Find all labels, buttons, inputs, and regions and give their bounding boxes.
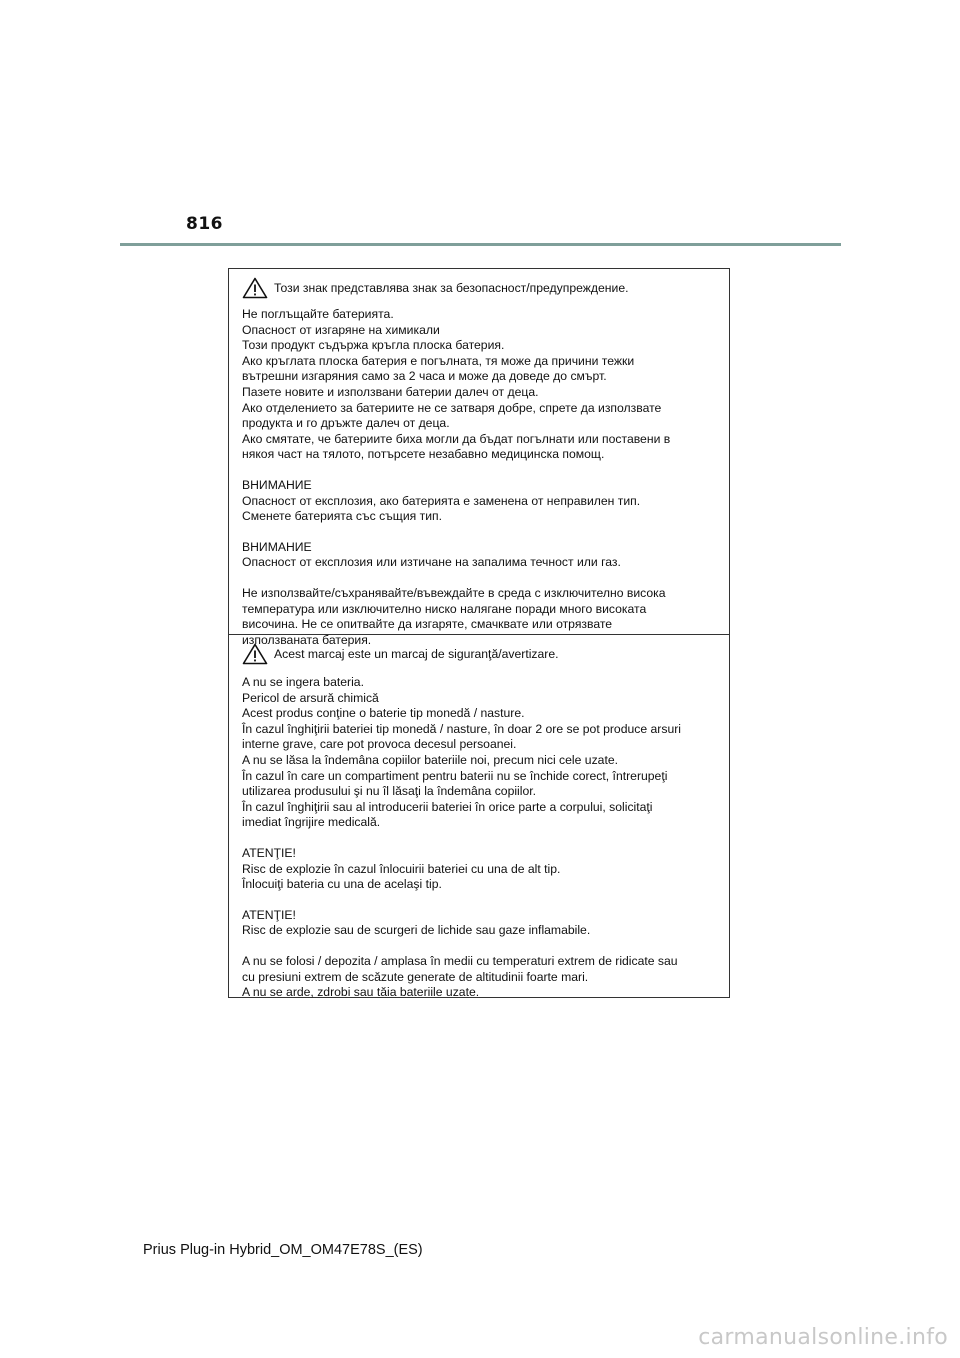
paragraph-gap <box>242 525 719 540</box>
paragraph-gap <box>242 939 719 954</box>
warning-text-line: ATENŢIE! <box>242 845 296 860</box>
romanian-warning-text <box>242 675 719 1001</box>
warning-text-line: Опасност от експлозия, ако батерията е заменена от неправилен тип. <box>242 493 641 508</box>
page-number: 816 <box>186 214 223 234</box>
warning-text-line: височина. Не се опитвайте да изгаряте, смачквате или отрязвате <box>242 617 613 632</box>
warning-text-line: продукта и го дръжте далеч от деца. <box>242 416 450 431</box>
romanian-warning-panel <box>229 634 729 1000</box>
warning-text-line: cu presiuni extrem de scăzute generate de altitudinii foarte mari. <box>242 969 589 984</box>
warning-text-line: ATENŢIE! <box>242 907 296 922</box>
warning-triangle-icon <box>242 277 268 299</box>
footer-document-id: Prius Plug-in Hybrid_OM_OM47E78S_(ES) <box>143 1242 423 1258</box>
warning-text-line: A nu se folosi / depozita / amplasa în medii cu temperaturi extrem de ridicate sau <box>242 953 678 968</box>
warning-text-line: Ако смятате, че батериите биха могли да бъдат погълнати или поставени в <box>242 431 671 446</box>
romanian-heading-text: Acest marcaj este un marcaj de siguranţă/avertizare. <box>274 647 559 661</box>
warning-text-line: Опасност от експлозия или изтичане на запалима течност или газ. <box>242 555 621 570</box>
warning-text-line: Ако кръглата плоска батерия е погълната, тя може да причини тежки <box>242 353 635 368</box>
header-rule <box>120 243 841 246</box>
paragraph-gap <box>242 831 719 846</box>
warning-text-line: Този продукт съдържа кръгла плоска батерия. <box>242 338 505 353</box>
battery-warning-label <box>228 268 730 998</box>
warning-text-line: interne grave, care pot provoca decesul persoanei. <box>242 737 517 752</box>
bulgarian-warning-panel <box>229 269 729 647</box>
paragraph-gap <box>242 571 719 586</box>
watermark: carmanualsonline.info <box>698 1325 948 1350</box>
warning-text-line: температура или изключително ниско налягане поради много високата <box>242 601 647 616</box>
paragraph-gap <box>242 893 719 908</box>
warning-text-line: Acest produs conţine o baterie tip monedă / nasture. <box>242 706 525 721</box>
warning-text-line: Не използвайте/съхранявайте/въвеждайте в среда с изключително висока <box>242 585 666 600</box>
warning-triangle-icon <box>242 643 268 665</box>
warning-text-line: A nu se arde, zdrobi sau tăia bateriile uzate. <box>242 985 480 1000</box>
warning-text-line: În cazul înghiţirii bateriei tip monedă / nasture, în doar 2 ore se pot produce arsuri <box>242 721 681 736</box>
warning-text-line: Pericol de arsură chimică <box>242 690 379 705</box>
bulgarian-warning-heading <box>242 273 719 303</box>
paragraph-gap <box>242 463 719 478</box>
warning-text-line: Не поглъщайте батерията. <box>242 307 394 321</box>
bulgarian-warning-text <box>242 307 719 648</box>
romanian-warning-heading <box>242 639 719 669</box>
warning-text-line: imediat îngrijire medicală. <box>242 815 381 830</box>
warning-text-line: A nu se ingera bateria. <box>242 675 364 689</box>
warning-text-line: някоя част на тялото, потърсете незабавно медицинска помощ. <box>242 447 605 462</box>
warning-text-line: Risc de explozie în cazul înlocuirii bateriei cu una de alt tip. <box>242 861 561 876</box>
warning-text-line: Înlocuiţi bateria cu una de acelaşi tip. <box>242 877 442 892</box>
warning-text-line: ВНИМАНИЕ <box>242 477 312 492</box>
warning-text-line: ВНИМАНИЕ <box>242 539 312 554</box>
warning-text-line: A nu se lăsa la îndemâna copiilor bateriile noi, precum nici cele uzate. <box>242 752 618 767</box>
warning-text-line: Сменете батерията със същия тип. <box>242 509 442 524</box>
warning-text-line: În cazul înghiţirii sau al introducerii bateriei în orice parte a corpului, solicitaţi <box>242 799 653 814</box>
warning-text-line: utilizarea produsului şi nu îl lăsaţi la îndemâna copiilor. <box>242 784 537 799</box>
warning-text-line: Пазете новите и използвани батерии далеч от деца. <box>242 384 539 399</box>
warning-text-line: вътрешни изгаряния само за 2 часа и може да доведе до смърт. <box>242 369 607 384</box>
warning-text-line: Опасност от изгаряне на химикали <box>242 322 440 337</box>
bulgarian-heading-text: Този знак представлява знак за безопасност/предупреждение. <box>274 281 629 295</box>
warning-text-line: Risc de explozie sau de scurgeri de lichide sau gaze inflamabile. <box>242 923 591 938</box>
warning-text-line: În cazul în care un compartiment pentru baterii nu se închide corect, întrerupeţi <box>242 768 668 783</box>
warning-text-line: използваната батерия. <box>242 632 372 647</box>
warning-text-line: Ако отделението за батериите не се затваря добре, спрете да използвате <box>242 400 662 415</box>
